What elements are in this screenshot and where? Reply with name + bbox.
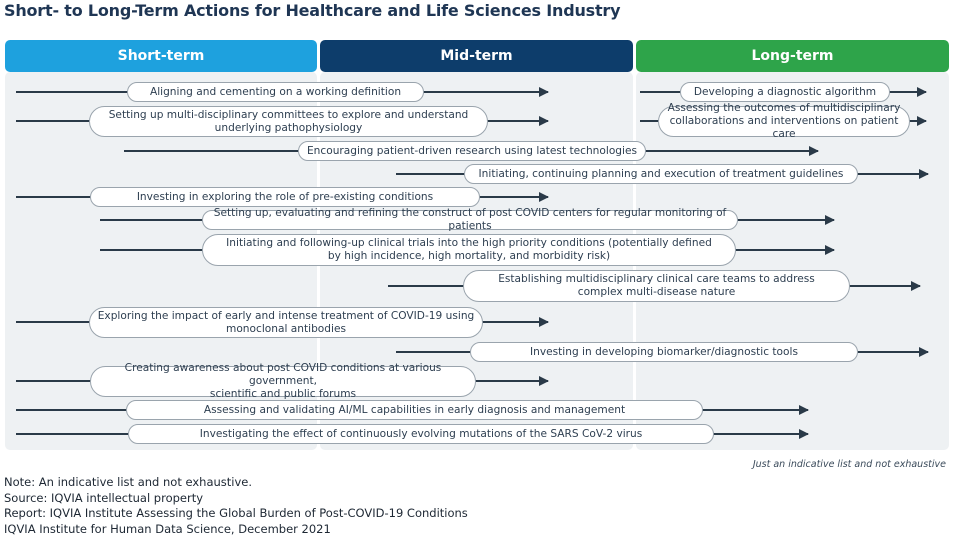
action-pill: Initiating, continuing planning and execution of treatment guidelines [464,164,858,184]
source-line: Source: IQVIA intellectual property [4,490,204,505]
action-pill: Exploring the impact of early and intense treatment of COVID-19 using monoclonal antibodies [89,307,483,338]
report-line: Report: IQVIA Institute Assessing the Global Burden of Post-COVID-19 Conditions [4,506,468,520]
action-pill: Aligning and cementing on a working definition [127,82,424,102]
action-pill: Initiating and following-up clinical trials into the high priority conditions (potentially defined by high incidence, high mortality, and morbidity risk) [202,234,736,266]
action-pill: Investigating the effect of continuously evolving mutations of the SARS CoV-2 virus [128,424,714,444]
action-pill: Assessing and validating AI/ML capabilities in early diagnosis and management [126,400,703,420]
notes [4,475,468,537]
phase-label-mid: Mid-term [440,48,513,64]
action-pill: Investing in developing biomarker/diagnostic tools [470,342,858,362]
phase-label-short: Short-term [117,48,205,64]
action-pill: Encouraging patient-driven research using latest technologies [298,141,646,161]
action-pill: Setting up multi-disciplinary committees to explore and understand underlying pathophysiology [89,106,488,137]
action-pill: Investing in exploring the role of pre-existing conditions [90,187,480,207]
institute-line: IQVIA Institute for Human Data Science, December 2021 [4,521,331,536]
caption: Just an indicative list and not exhaustive [752,459,946,470]
action-pill: Establishing multidisciplinary clinical care teams to address complex multi-disease nature [463,270,850,302]
page-title: Short- to Long-Term Actions for Healthcare and Life Sciences Industry [4,1,621,20]
action-pill: Creating awareness about post COVID conditions at various government, scientific and public forums [90,366,476,397]
note-line: Note: An indicative list and not exhaustive. [4,475,253,489]
action-pill: Setting up, evaluating and refining the construct of post COVID centers for regular monitoring of patients [202,210,738,230]
phase-label-long: Long-term [751,48,834,64]
action-pill: Assessing the outcomes of multidisciplinary collaborations and interventions on patient care [658,106,910,137]
action-pill: Developing a diagnostic algorithm [680,82,890,102]
